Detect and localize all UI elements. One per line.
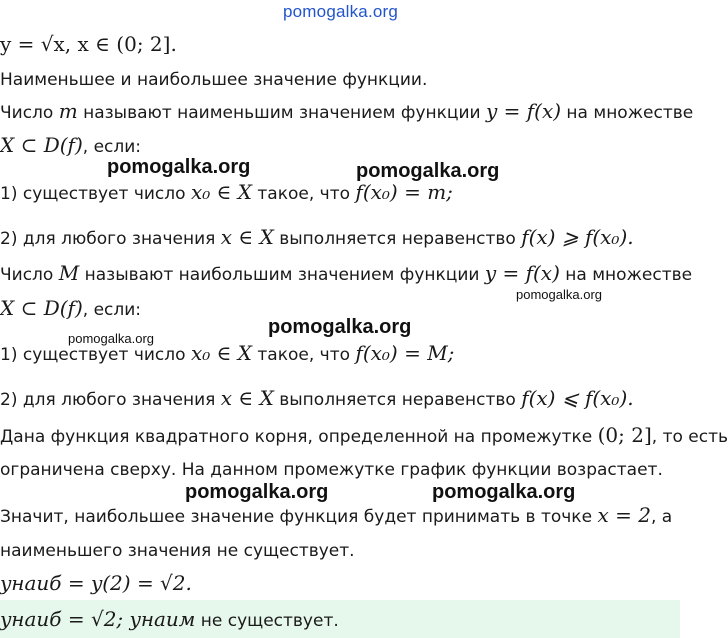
max-c1-math-1: x₀ ∈ X <box>190 341 252 365</box>
watermark: pomogalka.org <box>432 481 576 503</box>
max-def-m: M <box>58 261 80 285</box>
min-c1-math-2: f(x₀) = m; <box>355 180 453 204</box>
min-c2-text-a: 2) для любого значения <box>0 229 221 249</box>
explanation-line-3 <box>0 503 672 529</box>
watermark: pomogalka.org <box>516 287 602 302</box>
min-condition-1 <box>0 180 453 206</box>
given-function: y = √x, x ∈ (0; 2]. <box>0 32 177 56</box>
watermark: pomogalka.org <box>356 160 500 182</box>
max-definition-line <box>0 261 692 287</box>
explanation-line-4: наименьшего значения не существует. <box>0 541 355 561</box>
min-set: X ⊂ D(f) <box>0 133 83 157</box>
expl3-math: x = 2 <box>597 503 651 527</box>
expl1-math: (0; 2] <box>597 423 652 447</box>
max-c1-text-a: 1) существует число <box>0 345 191 365</box>
min-set-tail: , если: <box>82 137 142 157</box>
min-def-func: y = f(x) <box>485 99 562 123</box>
min-c1-math-1: x₀ ∈ X <box>190 180 252 204</box>
min-c1-text-a: 1) существует число <box>0 184 191 204</box>
watermark: pomogalka.org <box>268 316 412 338</box>
max-def-text-a: Число <box>0 265 59 285</box>
max-set: X ⊂ D(f) <box>0 296 83 320</box>
max-def-func: y = f(x) <box>484 261 560 285</box>
min-def-text-b: называют наименьшим значением функции <box>77 103 486 123</box>
max-condition-2 <box>0 386 634 412</box>
max-c1-math-2: f(x₀) = M; <box>355 341 455 365</box>
watermark: pomogalka.org <box>107 156 251 178</box>
min-c2-math-1: x ∈ X <box>220 225 274 249</box>
max-def-text-c: на множестве <box>559 265 693 285</box>
calculation-line: yнаиб = y(2) = √2. <box>0 571 192 595</box>
max-set-line <box>0 296 141 322</box>
min-c1-text-b: такое, что <box>252 184 356 204</box>
max-c2-math-2: f(x) ⩽ f(x₀). <box>521 386 634 410</box>
answer-math: yнаиб = √2; yнаим <box>0 607 196 631</box>
expl1-text-b: , то есть <box>651 427 728 447</box>
min-c2-text-b: выполняется неравенство <box>273 229 522 249</box>
max-c2-math-1: x ∈ X <box>220 386 274 410</box>
max-c1-text-b: такое, что <box>252 345 356 365</box>
max-c2-text-a: 2) для любого значения <box>0 390 221 410</box>
min-def-m: m <box>58 99 78 123</box>
explanation-line-2: ограничена сверху. На данном промежутке график функции возрастает. <box>0 460 663 480</box>
expl3-text-a: Значит, наибольшее значение функция будет принимать в точке <box>0 507 598 527</box>
expl3-text-b: , а <box>650 507 673 527</box>
explanation-line-1 <box>0 423 728 449</box>
max-def-text-b: называют наибольшим значением функции <box>79 265 485 285</box>
min-condition-2 <box>0 225 634 251</box>
min-def-text-c: на множестве <box>561 103 694 123</box>
watermark: pomogalka.org <box>185 481 329 503</box>
min-def-text-a: Число <box>0 103 59 123</box>
watermark: pomogalka.org <box>68 331 154 346</box>
watermark-top: pomogalka.org <box>283 2 399 21</box>
answer-line <box>0 607 339 633</box>
max-c2-text-b: выполняется неравенство <box>273 390 522 410</box>
max-set-tail: , если: <box>82 300 142 320</box>
min-definition-line <box>0 99 693 125</box>
expl1-text-a: Дана функция квадратного корня, определенной на промежутке <box>0 427 598 447</box>
answer-text: не существует. <box>195 611 339 631</box>
min-c2-math-2: f(x) ⩾ f(x₀). <box>521 225 634 249</box>
section-heading: Наименьшее и наибольшее значение функции. <box>0 70 428 90</box>
